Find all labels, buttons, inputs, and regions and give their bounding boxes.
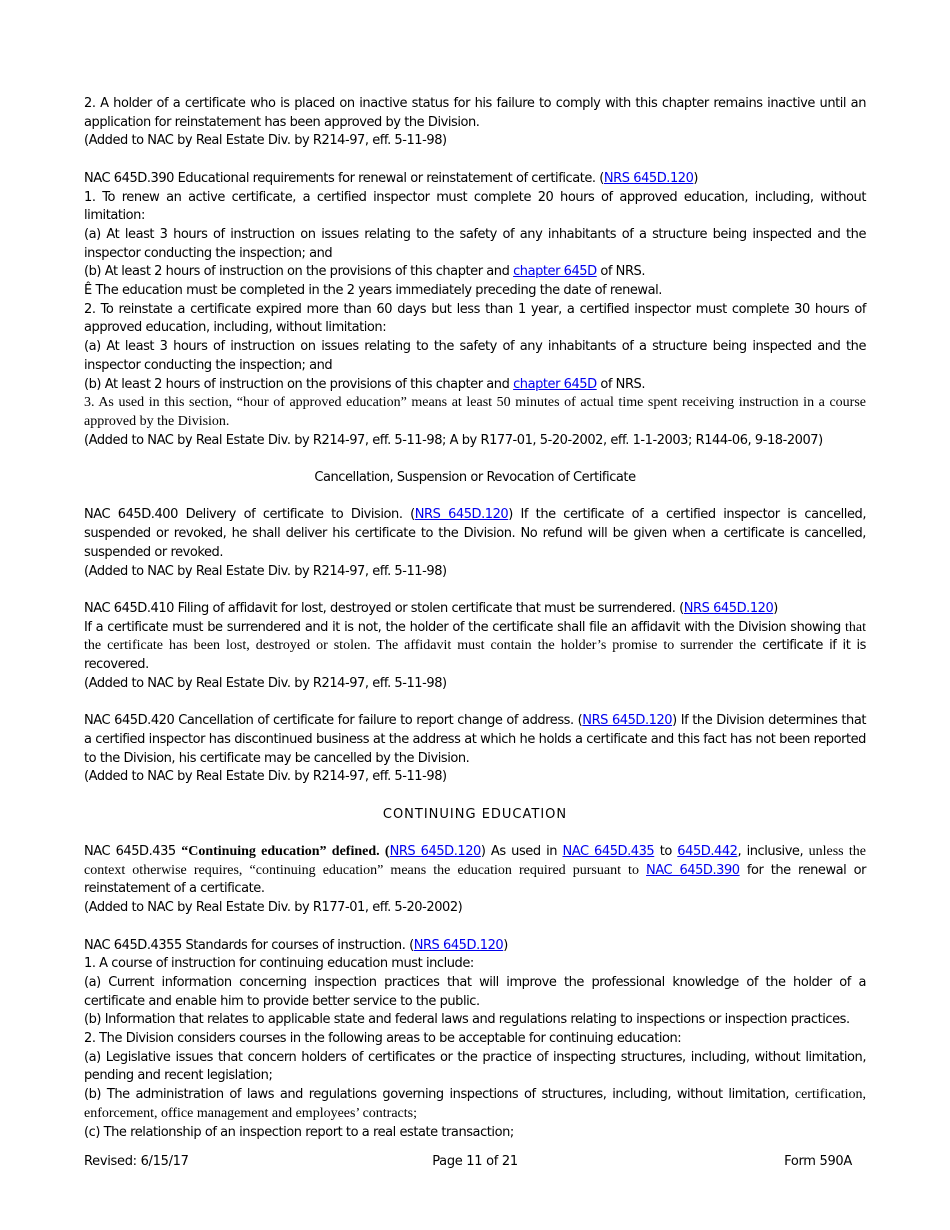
history-note: (Added to NAC by Real Estate Div. by R214-97, eff. 5-11-98) bbox=[84, 133, 447, 149]
text: (b) At least 2 hours of instruction on the provisions of this chapter and bbox=[84, 376, 514, 392]
section-heading-410 bbox=[84, 600, 866, 619]
history-note: (Added to NAC by Real Estate Div. by R214-97, eff. 5-11-98) bbox=[84, 675, 447, 691]
text: unless the context otherwise requires, “continuing education” means the education required pursuant to bbox=[84, 844, 867, 878]
section-body: ) If the certificate of a certified inspector is cancelled, suspended or revoked, he shall deliver his certificate to the Division. No refund will be given when a certificate is cancelled, suspended or revoked. bbox=[84, 507, 866, 560]
section-title: NAC 645D.410 Filing of affidavit for lost, destroyed or stolen certificate that must be surrendered. ( bbox=[84, 600, 684, 616]
nrs-link[interactable]: NRS 645D.120 bbox=[582, 713, 673, 729]
nrs-link[interactable]: NRS 645D.120 bbox=[389, 844, 481, 860]
chapter-link[interactable]: chapter 645D bbox=[513, 264, 597, 280]
nac-link[interactable]: 645D.442 bbox=[677, 844, 738, 860]
section-title: NAC 645D.4355 Standards for courses of instruction. ( bbox=[84, 937, 414, 953]
text: (b) The administration of laws and regulations governing inspections of structures, including, without limitation, bbox=[84, 1087, 795, 1103]
paragraph: 1. A course of instruction for continuing education must include: bbox=[84, 956, 474, 972]
paragraph bbox=[84, 1086, 866, 1123]
revised-date: Revised: 6/15/17 bbox=[84, 1154, 189, 1169]
text: of NRS. bbox=[596, 376, 646, 392]
text: certification, enforcement, office management and employees’ contracts; bbox=[84, 1087, 866, 1121]
paragraph: 2. The Division considers courses in the following areas to be acceptable for continuing education: bbox=[84, 1031, 682, 1047]
subchapter-heading: Cancellation, Suspension or Revocation of Certificate bbox=[314, 470, 636, 486]
paragraph: Ê The education must be completed in the 2 years immediately preceding the date of renewal. bbox=[84, 283, 662, 299]
paragraph: (a) Legislative issues that concern holders of certificates or the practice of inspecting structures, including, without limitation, pending and recent legislation; bbox=[84, 1049, 866, 1084]
text: ) As used in bbox=[480, 844, 563, 860]
paragraph: 2. A holder of a certificate who is placed on inactive status for his failure to comply with this chapter remains inactive until an application for reinstatement has been approved by the Division. bbox=[84, 96, 866, 130]
paragraph: (a) Current information concerning inspection practices that will improve the professional knowledge of the holder of a certificate and enable him to provide better service to the public. bbox=[84, 974, 866, 1009]
paragraph bbox=[84, 263, 866, 282]
nrs-link[interactable]: NRS 645D.120 bbox=[683, 600, 774, 616]
subchapter-heading: CONTINUING EDUCATION bbox=[382, 806, 568, 822]
section-title-end: ) bbox=[773, 600, 778, 616]
text: , inclusive, bbox=[737, 844, 809, 860]
form-number: Form 590A bbox=[784, 1154, 852, 1169]
section-title-end: ) bbox=[503, 937, 508, 953]
section-heading-390 bbox=[84, 170, 866, 189]
text: certificate if it is recovered. bbox=[84, 638, 866, 673]
section-body: ) If the Division determines that a certified inspector has discontinued business at the address at which he holds a certificate and this fact has not been reported to the Division, his certificate may be cancelled by the Division. bbox=[84, 713, 867, 766]
section-number: NAC 645D.435 bbox=[84, 844, 182, 860]
text: to bbox=[654, 844, 678, 860]
section-title: NAC 645D.390 Educational requirements for renewal or reinstatement of certificate. ( bbox=[84, 170, 604, 186]
paragraph: 2. To reinstate a certificate expired more than 60 days but less than 1 year, a certified inspector must complete 30 hours of approved education, including, without limitation: bbox=[84, 301, 866, 336]
page-footer bbox=[84, 1154, 866, 1174]
section-title: NAC 645D.420 Cancellation of certificate for failure to report change of address. ( bbox=[84, 713, 583, 729]
section-400 bbox=[84, 506, 866, 562]
history-note: (Added to NAC by Real Estate Div. by R214-97, eff. 5-11-98) bbox=[84, 769, 447, 785]
paragraph: (a) At least 3 hours of instruction on issues relating to the safety of any inhabitants of a structure being inspected and the inspector conducting the inspection; and bbox=[84, 339, 866, 373]
chapter-link[interactable]: chapter 645D bbox=[513, 376, 597, 392]
history-note: (Added to NAC by Real Estate Div. by R214-97, eff. 5-11-98) bbox=[84, 563, 447, 579]
text: (b) At least 2 hours of instruction on the provisions of this chapter and bbox=[84, 264, 514, 280]
nrs-link[interactable]: NRS 645D.120 bbox=[414, 507, 509, 523]
text: of NRS. bbox=[596, 264, 646, 280]
paragraph: 1. To renew an active certificate, a certified inspector must complete 20 hours of approved education, including, without limitation: bbox=[84, 189, 866, 224]
section-435 bbox=[84, 843, 866, 899]
paragraph: (b) Information that relates to applicable state and federal laws and regulations relating to inspections or inspection practices. bbox=[84, 1012, 850, 1028]
history-note: (Added to NAC by Real Estate Div. by R177-01, eff. 5-20-2002) bbox=[84, 900, 463, 916]
paragraph: 3. As used in this section, “hour of approved education” means at least 50 minutes of actual time spent receiving instruction in a course approved by the Division. bbox=[84, 395, 866, 429]
section-title: “Continuing education” defined. ( bbox=[181, 844, 390, 860]
section-title: NAC 645D.400 Delivery of certificate to Division. ( bbox=[84, 507, 415, 523]
text: If a certificate must be surrendered and it is not, the holder of the certificate shall file an affidavit with the Division showing bbox=[84, 619, 845, 635]
nrs-link[interactable]: NRS 645D.120 bbox=[413, 937, 504, 953]
page-number: Page 11 of 21 bbox=[432, 1154, 518, 1169]
paragraph bbox=[84, 376, 866, 395]
document-body bbox=[84, 95, 866, 1142]
paragraph bbox=[84, 619, 866, 675]
history-note: (Added to NAC by Real Estate Div. by R214-97, eff. 5-11-98; A by R177-01, 5-20-2002, eff. 1-1-2003; R144-06, 9-18-2007) bbox=[84, 432, 823, 448]
section-heading-4355 bbox=[84, 937, 866, 956]
nac-link[interactable]: NAC 645D.435 bbox=[562, 844, 655, 860]
paragraph: (c) The relationship of an inspection report to a real estate transaction; bbox=[84, 1124, 514, 1140]
paragraph: (a) At least 3 hours of instruction on issues relating to the safety of any inhabitants of a structure being inspected and the inspector conducting the inspection; and bbox=[84, 226, 866, 261]
nac-link[interactable]: NAC 645D.390 bbox=[646, 862, 740, 878]
nrs-link[interactable]: NRS 645D.120 bbox=[603, 170, 694, 186]
section-title-end: ) bbox=[693, 170, 699, 186]
text: for the renewal or reinstatement of a certificate. bbox=[84, 862, 866, 897]
section-420 bbox=[84, 712, 866, 768]
text: that the certificate has been lost, destroyed or stolen. The affidavit must contain the holder’s promise to surrender the bbox=[84, 619, 866, 654]
